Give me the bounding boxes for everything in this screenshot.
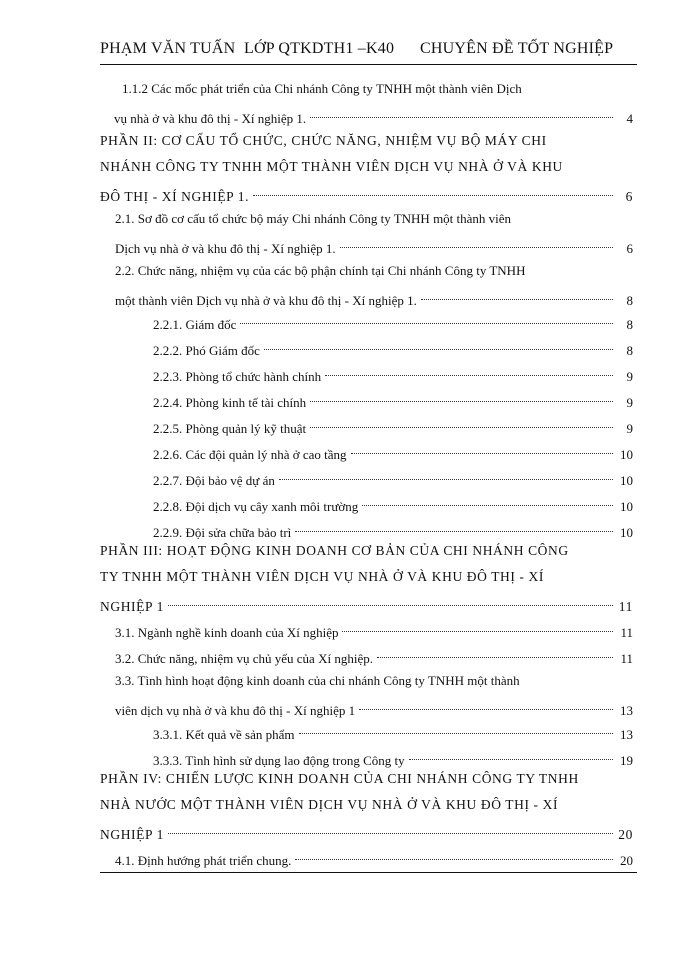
dot-leader [342,611,613,632]
dot-leader [240,303,613,324]
toc-entry-text: TY TNHH MỘT THÀNH VIÊN DỊCH VỤ NHÀ Ở VÀ KHU ĐÔ THỊ - XÍ [100,569,544,584]
toc-entry[interactable] [114,76,633,128]
toc-entry-text: 2.2.5. Phòng quản lý kỹ thuật [153,416,308,442]
toc-entry-text: 4.1. Định hướng phát triển chung. [115,848,293,874]
toc-page-number: 8 [626,343,633,358]
dot-leader [299,713,613,734]
toc-entry-text: 2.2.8. Đội dịch vụ cây xanh môi trường [153,494,360,520]
dot-leader [310,407,613,428]
dot-leader [421,279,613,300]
toc-entry-text: 3.1. Ngành nghề kinh doanh của Xí nghiệp [115,620,340,646]
toc-entry-text: 2.2.1. Giám đốc [153,312,238,338]
toc-page-number: 6 [626,241,633,256]
dot-leader [279,459,613,480]
dot-leader [362,485,613,506]
dot-leader [325,355,613,376]
header-author: PHẠM VĂN TUẤN [100,40,236,57]
toc-entry[interactable] [100,538,633,616]
toc-page-number: 9 [626,395,633,410]
toc-page-number: 13 [620,703,633,718]
toc-entry-text: NHÁNH CÔNG TY TNHH MỘT THÀNH VIÊN DỊCH VỤ NHÀ Ở VÀ KHU [100,159,563,174]
toc-page-number: 20 [618,827,633,842]
toc-entry[interactable] [100,766,633,844]
header-class: LỚP QTKDTH1 –K40 [244,40,395,57]
dot-leader [168,585,613,606]
toc-entry-text: NGHIỆP 1 [100,594,166,620]
toc-entry-text: 3.3. Tình hình hoạt động kinh doanh của chi nhánh Công ty TNHH một thành [115,673,520,688]
toc-page-number: 10 [620,525,633,540]
dot-leader [295,839,613,860]
toc-entry-text: PHẦN IV: CHIẾN LƯỢC KINH DOANH CỦA CHI NHÁNH CÔNG TY TNHH [100,771,579,786]
toc-page-number: 13 [620,727,633,742]
toc-entry-text: một thành viên Dịch vụ nhà ở và khu đô thị - Xí nghiệp 1. [115,288,419,314]
toc-page-number: 19 [620,753,633,768]
dot-leader [253,175,613,196]
toc-page-number: 11 [618,599,633,614]
dot-leader [409,739,613,760]
dot-leader [359,689,613,710]
toc-entry-text: 2.2.7. Đội bảo vệ dự án [153,468,277,494]
toc-entry-text: 1.1.2 Các mốc phát triển của Chi nhánh Công ty TNHH một thành viên Dịch [122,81,522,96]
toc-entry-text: NHÀ NƯỚC MỘT THÀNH VIÊN DỊCH VỤ NHÀ Ở VÀ KHU ĐÔ THỊ - XÍ [100,797,559,812]
dot-leader [168,813,613,834]
toc-entry[interactable] [115,206,633,258]
toc-entry-text: 2.2.9. Đội sửa chữa bảo trì [153,520,293,546]
dot-leader [295,511,613,532]
toc-entry-text: Dịch vụ nhà ở và khu đô thị - Xí nghiệp 1. [115,236,338,262]
toc-page-number: 10 [620,499,633,514]
dot-leader [377,637,613,658]
toc-entry-text: ĐÔ THỊ - XÍ NGHIỆP 1. [100,184,251,210]
toc-entry-text: NGHIỆP 1 [100,822,166,848]
toc-page-number: 11 [620,651,633,666]
toc-page-number: 6 [625,189,633,204]
toc-page-number: 4 [626,111,633,126]
toc-entry-text: viên dịch vụ nhà ở và khu đô thị - Xí nghiệp 1 [115,698,357,724]
footer-rule [100,872,637,873]
toc-entry[interactable] [115,642,633,668]
toc-entry[interactable] [100,128,633,206]
toc-entry-text: 2.2.6. Các đội quản lý nhà ở cao tầng [153,442,349,468]
toc-entry[interactable] [115,844,633,870]
toc-entry-text: PHẦN II: CƠ CẤU TỔ CHỨC, CHỨC NĂNG, NHIỆM VỤ BỘ MÁY CHI [100,133,547,148]
toc-page-number: 8 [626,317,633,332]
toc-entry-text: vụ nhà ở và khu đô thị - Xí nghiệp 1. [114,106,308,132]
toc-entry-text: 3.3.3. Tình hình sử dụng lao động trong Công ty [153,748,407,774]
toc-entry-text: 2.1. Sơ đồ cơ cấu tổ chức bộ máy Chi nhánh Công ty TNHH một thành viên [115,211,512,226]
toc-page-number: 11 [620,625,633,640]
toc-page-number: 8 [626,293,633,308]
toc-page-number: 9 [626,369,633,384]
toc-page-number: 10 [620,447,633,462]
dot-leader [310,381,613,402]
dot-leader [264,329,613,350]
dot-leader [310,97,613,118]
toc-entry-text: 2.2. Chức năng, nhiệm vụ của các bộ phận chính tại Chi nhánh Công ty TNHH [115,263,526,278]
toc-page-number: 9 [626,421,633,436]
toc-page-number: 20 [620,853,633,868]
header-title: CHUYÊN ĐỀ TỐT NGHIỆP [420,40,614,57]
toc-entry-text: 3.3.1. Kết quả về sản phẩm [153,722,297,748]
toc-entry-text: 2.2.2. Phó Giám đốc [153,338,262,364]
toc-entry-text: 2.2.3. Phòng tổ chức hành chính [153,364,323,390]
dot-leader [351,433,613,454]
toc-entry-text: PHẦN III: HOẠT ĐỘNG KINH DOANH CƠ BẢN CỦA CHI NHÁNH CÔNG [100,543,569,558]
toc-entry-text: 3.2. Chức năng, nhiệm vụ chủ yếu của Xí nghiệp. [115,646,375,672]
toc-entry-text: 2.2.4. Phòng kinh tế tài chính [153,390,308,416]
toc-page-number: 10 [620,473,633,488]
dot-leader [340,227,613,248]
